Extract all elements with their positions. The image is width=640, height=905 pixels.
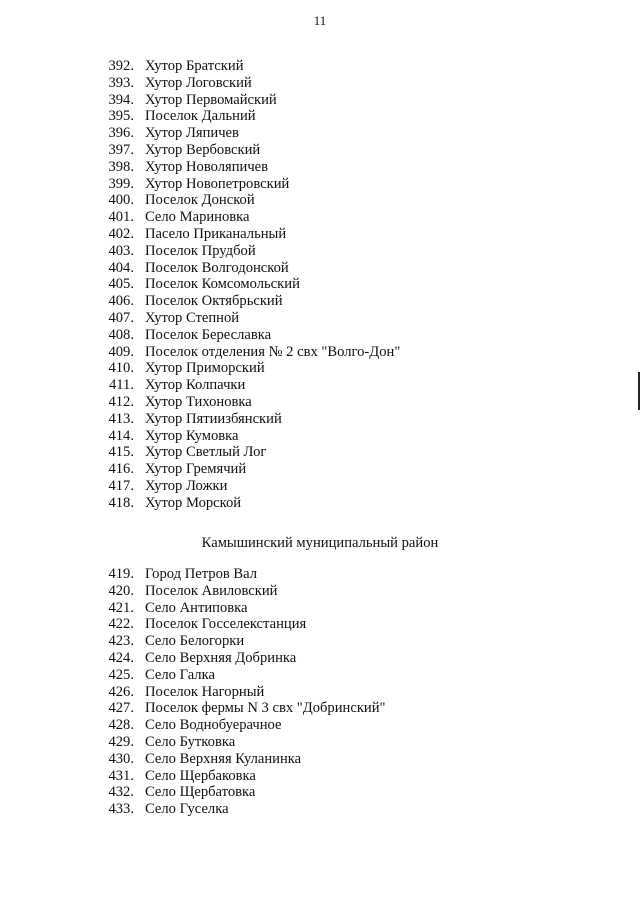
page-number: 11: [313, 13, 327, 28]
list-item: [0, 125, 640, 142]
item-number: 419.: [108, 566, 134, 582]
item-name: Хутор Гремячий: [145, 461, 247, 478]
item-name: Село Белогорки: [145, 633, 245, 650]
list-item: [0, 411, 640, 428]
item-name: Хутор Первомайский: [145, 91, 277, 108]
item-number: 414.: [108, 427, 134, 444]
item-name: Село Щербаковка: [145, 767, 256, 784]
item-name: Хутор Вербовский: [145, 141, 261, 158]
item-name: Село Гуселка: [145, 801, 229, 818]
item-number: 415.: [108, 444, 134, 461]
item-name: Хутор Логовский: [145, 74, 252, 91]
list-item: [0, 784, 640, 801]
item-name: Село Мариновка: [145, 209, 250, 226]
item-name: Хутор Кумовка: [145, 427, 239, 444]
item-name: Поселок Авиловский: [145, 582, 278, 599]
item-number: 403.: [108, 242, 134, 259]
list-item: [0, 75, 640, 92]
list-item: [0, 616, 640, 633]
item-name: Поселок отделения № 2 свх "Волго-Дон": [145, 343, 401, 360]
list-item: [0, 768, 640, 785]
item-name: Село Бутковка: [145, 733, 236, 750]
list-item: [0, 734, 640, 751]
list-item: [0, 260, 640, 277]
item-number: 397.: [108, 141, 134, 158]
list-item: [0, 58, 640, 75]
item-number: 407.: [108, 309, 134, 326]
item-name: Поселок Прудбой: [145, 242, 256, 259]
item-name: Поселок Октябрьский: [145, 293, 283, 310]
item-number: 429.: [108, 733, 134, 750]
item-name: Хутор Новоляпичев: [145, 158, 269, 175]
item-number: 417.: [108, 477, 134, 494]
list-item: [0, 667, 640, 684]
item-number: 406.: [108, 293, 134, 310]
list-item: [0, 159, 640, 176]
list-item: [0, 478, 640, 495]
section-title: Камышинский муниципальный район: [201, 535, 439, 551]
item-name: Село Галка: [145, 666, 215, 683]
list-item: [0, 209, 640, 226]
item-name: Поселок фермы N 3 свх "Добринский": [145, 700, 386, 717]
list-item: [0, 461, 640, 478]
item-name: Село Воднобуерачное: [145, 717, 282, 734]
item-name: Хутор Тихоновка: [145, 393, 252, 410]
item-number: 418.: [108, 494, 134, 511]
list-item: [0, 142, 640, 159]
list-item: [0, 243, 640, 260]
item-number: 423.: [108, 633, 134, 650]
list-item: [0, 394, 640, 411]
item-number: 412.: [108, 393, 134, 410]
list-item: [0, 428, 640, 445]
item-name: Хутор Приморский: [145, 360, 265, 377]
list-item: [0, 583, 640, 600]
settlement-list-kamyshin: [0, 566, 640, 818]
item-number: 399.: [108, 175, 134, 192]
item-name: Поселок Дальний: [145, 108, 256, 125]
item-number: 409.: [108, 343, 134, 360]
item-number: 404.: [108, 259, 134, 276]
list-item: [0, 633, 640, 650]
list-item: [0, 92, 640, 109]
list-item: [0, 176, 640, 193]
item-number: 392.: [108, 58, 134, 74]
item-number: 395.: [108, 108, 134, 125]
item-number: 405.: [108, 276, 134, 293]
item-name: Хутор Морской: [145, 494, 242, 511]
item-name: Город Петров Вал: [145, 566, 258, 582]
list-item: [0, 192, 640, 209]
item-number: 394.: [108, 91, 134, 108]
item-name: Хутор Светлый Лог: [145, 444, 267, 461]
item-name: Хутор Колпачки: [145, 377, 246, 394]
item-name: Хутор Ляпичев: [145, 125, 239, 142]
item-name: Пасело Приканальный: [145, 225, 287, 242]
item-name: Поселок Нагорный: [145, 683, 265, 700]
item-name: Поселок Береславка: [145, 326, 272, 343]
item-number: 430.: [108, 750, 134, 767]
list-item: [0, 650, 640, 667]
list-item: [0, 344, 640, 361]
item-number: 422.: [108, 616, 134, 633]
item-number: 433.: [108, 801, 134, 818]
item-number: 416.: [108, 461, 134, 478]
list-item: [0, 684, 640, 701]
item-number: 398.: [108, 158, 134, 175]
item-number: 420.: [108, 582, 134, 599]
item-name: Хутор Ложки: [145, 477, 228, 494]
item-name: Поселок Волгодонской: [145, 259, 289, 276]
list-item: [0, 276, 640, 293]
list-item: [0, 566, 640, 583]
item-name: Поселок Госселекстанция: [145, 616, 307, 633]
list-item: [0, 377, 640, 394]
list-item: [0, 327, 640, 344]
item-number: 408.: [108, 326, 134, 343]
list-item: [0, 495, 640, 512]
item-name: Поселок Комсомольский: [145, 276, 300, 293]
item-number: 428.: [108, 717, 134, 734]
list-item: [0, 360, 640, 377]
list-item: [0, 600, 640, 617]
list-item: [0, 293, 640, 310]
item-number: 393.: [108, 74, 134, 91]
item-name: Хутор Пятиизбянский: [145, 410, 282, 427]
item-number: 401.: [108, 209, 134, 226]
item-number: 402.: [108, 225, 134, 242]
list-item: [0, 700, 640, 717]
item-number: 400.: [108, 192, 134, 209]
item-name: Село Верхняя Куланинка: [145, 750, 302, 767]
item-name: Хутор Степной: [145, 309, 240, 326]
item-number: 396.: [108, 125, 134, 142]
list-item: [0, 751, 640, 768]
item-number: 410.: [108, 360, 134, 377]
item-name: Хутор Новопетровский: [145, 175, 290, 192]
item-number: 425.: [108, 666, 134, 683]
item-name: Село Щербатовка: [145, 784, 256, 801]
item-number: 411.: [109, 377, 134, 394]
list-item: [0, 310, 640, 327]
item-number: 413.: [108, 410, 134, 427]
item-name: Хутор Братский: [145, 58, 244, 74]
item-name: Село Верхняя Добринка: [145, 649, 297, 666]
item-name: Село Антиповка: [145, 599, 248, 616]
item-number: 426.: [108, 683, 134, 700]
item-number: 432.: [108, 784, 134, 801]
item-number: 421.: [108, 599, 134, 616]
list-item: [0, 108, 640, 125]
settlement-list-top: [0, 58, 640, 512]
list-item: [0, 226, 640, 243]
item-number: 424.: [108, 649, 134, 666]
list-item: [0, 801, 640, 818]
list-item: [0, 444, 640, 461]
item-name: Поселок Донской: [145, 192, 255, 209]
item-number: 427.: [108, 700, 134, 717]
item-number: 431.: [108, 767, 134, 784]
list-item: [0, 717, 640, 734]
